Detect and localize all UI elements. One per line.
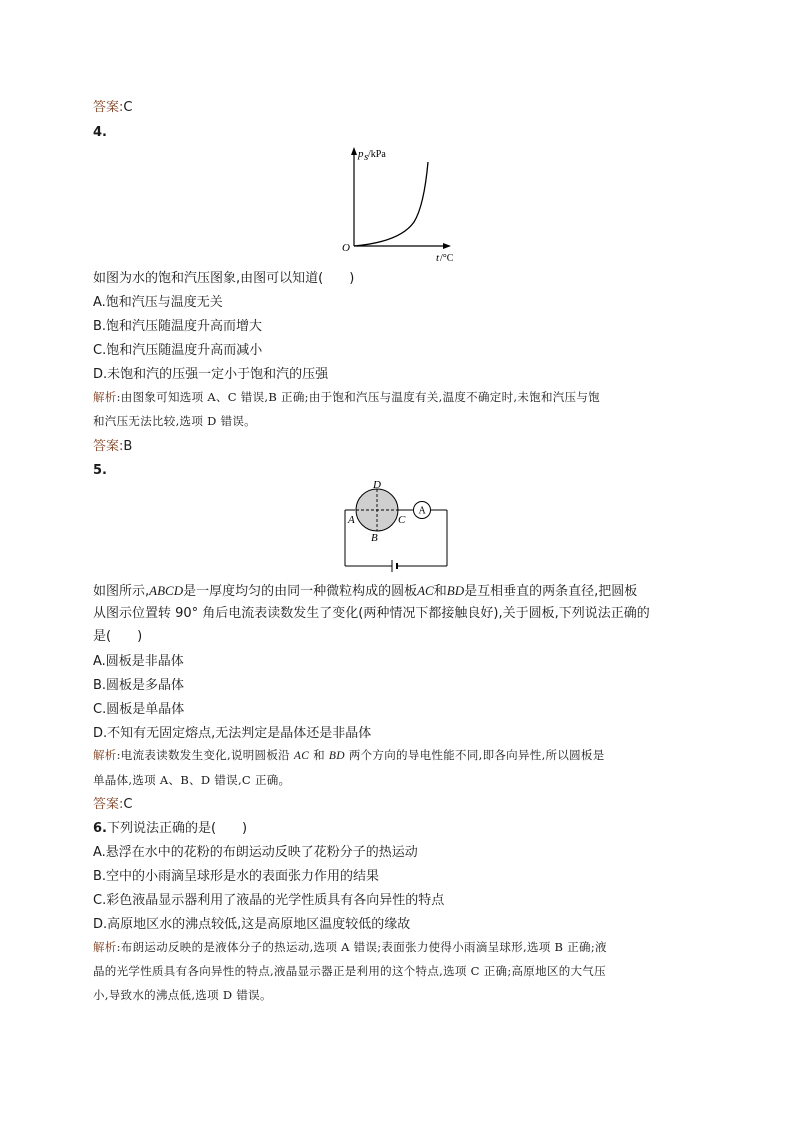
q4-option-c: C.饱和汽压随温度升高而减小	[93, 343, 263, 358]
q5-explanation-line1: 解析:电流表读数发生变化,说明圆板沿 AC 和 BD 两个方向的导电性能不同,即各向异性,所以圆板是	[93, 748, 605, 762]
q6-explanation	[93, 935, 703, 1007]
circuit-diagram	[340, 478, 455, 573]
origin-label: O	[342, 242, 350, 254]
q6-option-a: A.悬浮在水中的花粉的布朗运动反映了花粉分子的热运动	[93, 845, 418, 860]
q5-explanation	[93, 743, 703, 792]
answer-q4	[93, 438, 132, 456]
x-axis-label-unit: /°C	[440, 253, 454, 264]
saturated-vapor-pressure-graph	[340, 142, 470, 267]
y-axis-arrow	[351, 147, 357, 155]
answer-value: C	[123, 797, 133, 812]
q6-option-c: C.彩色液晶显示器利用了液晶的光学性质具有各向异性的特点	[93, 893, 445, 908]
q5-option-a: A.圆板是非晶体	[93, 654, 184, 669]
q5-option-c: C.圆板是单晶体	[93, 702, 185, 717]
q5-explanation-line2: 单晶体,选项 A、B、D 错误,C 正确。	[93, 773, 291, 787]
q4-explanation-line2: 和汽压无法比较,选项 D 错误。	[93, 414, 256, 428]
y-axis-label-p: p	[358, 148, 364, 160]
question-number-5: 5.	[93, 463, 107, 478]
point-label-a: A	[348, 514, 355, 526]
answer-label: 答案:	[93, 100, 124, 115]
point-label-b: B	[371, 532, 378, 544]
question-4-stem: 如图为水的饱和汽压图象,由图可以知道( )	[93, 271, 355, 286]
pressure-curve	[354, 162, 428, 246]
question-5-stem-line1: 如图所示,ABCD是一厚度均匀的由同一种微粒构成的圆板AC和BD是互相垂直的两条直径,把圆板	[93, 583, 638, 599]
answer-value: B	[123, 439, 133, 454]
q4-option-d: D.未饱和汽的压强一定小于饱和汽的压强	[93, 367, 329, 382]
y-axis-label-unit: /kPa	[368, 149, 386, 160]
explanation-label: 解析	[93, 940, 117, 954]
x-axis-label-t: t	[436, 252, 440, 264]
explanation-label: 解析	[93, 390, 117, 404]
point-label-d: D	[373, 479, 381, 491]
q4-option-a: A.饱和汽压与温度无关	[93, 295, 223, 310]
q4-explanation	[93, 385, 703, 433]
question-5-stem-line2: 从图示位置转 90° 角后电流表读数发生了变化(两种情况下都接触良好),关于圆板,下列说法正确的	[93, 606, 650, 621]
q6-explanation-line1: 解析:布朗运动反映的是液体分子的热运动,选项 A 错误;表面张力使得小雨滴呈球形,选项 B 正确;液	[93, 940, 607, 954]
point-label-c: C	[398, 514, 406, 526]
question-6-stem: 6.下列说法正确的是( )	[93, 821, 248, 836]
q5-option-b: B.圆板是多晶体	[93, 678, 185, 693]
answer-q3	[93, 99, 132, 117]
q6-explanation-line2: 晶的光学性质具有各向异性的特点,液晶显示器正是利用的这个特点,选项 C 正确;高原地区的大气压	[93, 964, 606, 978]
q6-explanation-line3: 小,导致水的沸点低,选项 D 错误。	[93, 988, 272, 1002]
x-axis-arrow	[443, 243, 451, 249]
explanation-label: 解析	[93, 748, 117, 762]
question-5-stem-line3: 是( )	[93, 629, 143, 644]
answer-q5	[93, 796, 132, 814]
answer-label: 答案:	[93, 797, 124, 812]
q5-option-d: D.不知有无固定熔点,无法判定是晶体还是非晶体	[93, 726, 372, 741]
q4-explanation-line1: 解析:由图象可知选项 A、C 错误,B 正确;由于饱和汽压与温度有关,温度不确定时,未饱和汽压与饱	[93, 390, 600, 404]
question-number-4: 4.	[93, 125, 107, 140]
ammeter-label: A	[418, 505, 426, 517]
q6-option-d: D.高原地区水的沸点较低,这是高原地区温度较低的缘故	[93, 917, 411, 932]
q6-option-b: B.空中的小雨滴呈球形是水的表面张力作用的结果	[93, 869, 380, 884]
question-number-6: 6.	[93, 821, 107, 836]
q4-option-b: B.饱和汽压随温度升高而增大	[93, 319, 263, 334]
answer-label: 答案:	[93, 439, 124, 454]
answer-value: C	[123, 100, 133, 115]
y-axis-label-sub: s	[364, 151, 369, 163]
